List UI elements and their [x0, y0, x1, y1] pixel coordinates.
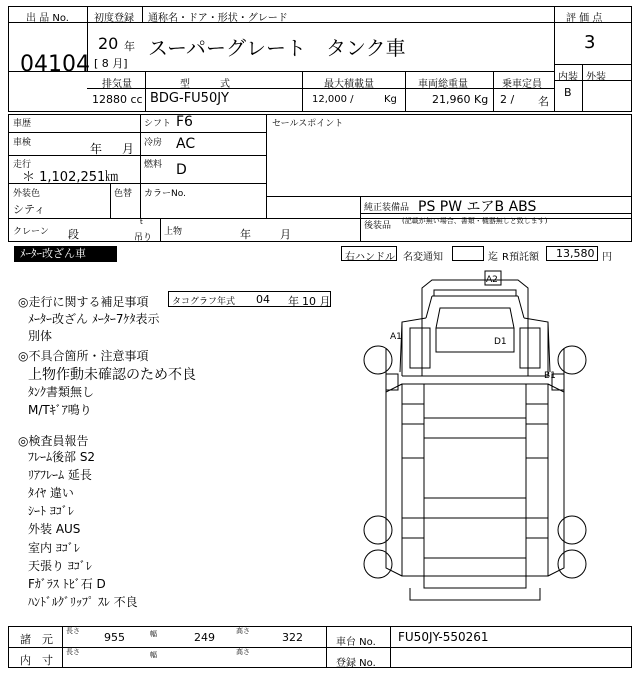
title-label: 通称名・ドア・形状・グレード	[148, 13, 288, 24]
recycle-amount: 13,580	[556, 247, 595, 260]
aftermarket-note: (記載が無い場合、書類・機器無しと致します)	[402, 217, 548, 225]
s3-line-3: ﾀｲﾔ 違い	[28, 486, 74, 500]
equip: PS PW エアB ABS	[418, 199, 537, 215]
tacho-month: 10 月	[302, 295, 331, 308]
exterior-label: 外装	[586, 72, 606, 83]
mileage-label: 走行	[13, 160, 32, 170]
upper-year: 年	[240, 228, 251, 241]
lot-no: 04104	[20, 52, 90, 77]
history-label: 車歴	[13, 119, 32, 129]
ext-color-label: 外装色	[13, 189, 41, 199]
capacity: 2 /	[500, 93, 515, 106]
tacho-year: 04	[256, 293, 270, 306]
ac-label: 冷房	[144, 138, 163, 148]
s2-line-3: M/Tｷﾞｱ鳴り	[28, 403, 92, 417]
marker-a2: A2	[486, 275, 498, 285]
interior-label: 内装	[558, 72, 578, 83]
name-change-box	[452, 246, 484, 261]
max-load: 12,000 /	[312, 94, 354, 105]
sales-label: セールスポイント	[272, 119, 344, 129]
first-reg-month: [ 8 月]	[94, 57, 128, 70]
aftermarket-label: 後装品	[364, 221, 392, 231]
displacement: 12880 cc	[92, 93, 143, 106]
upper-label: 上物	[164, 227, 183, 237]
truck-damage-diagram	[340, 268, 610, 613]
model-label: 型 式	[180, 79, 230, 90]
shift: F6	[176, 114, 193, 130]
tacho-label: タコグラフ年式	[172, 297, 236, 307]
gross-weight-label: 車両総重量	[418, 79, 468, 90]
right-hand-label: 右ハンドル	[345, 252, 395, 263]
length-label: 長さ	[66, 627, 80, 635]
yen-label: 円	[602, 252, 612, 263]
s1-line-2: 別体	[28, 329, 53, 343]
inner-dims-label: 内 寸	[20, 654, 53, 667]
width-label: 幅	[150, 630, 157, 638]
section1-title: ◎走行に関する補足事項	[18, 295, 149, 309]
s2-line-1: 上物作動未確認のため不良	[28, 367, 196, 383]
fuel: D	[176, 162, 187, 178]
marker-a1: A1	[390, 332, 402, 342]
name-change-label: 名変通知	[403, 252, 443, 263]
first-reg-label: 初度登録	[94, 13, 134, 24]
color-code-label: カラーNo.	[144, 189, 186, 199]
s3-line-7: 天張り ﾖｺﾞﾚ	[28, 559, 92, 573]
inner-height-label: 高さ	[236, 648, 250, 656]
first-reg-year: 20	[98, 34, 119, 53]
crane-ton-top: t	[140, 218, 143, 226]
inspection-month: 月	[122, 142, 135, 156]
displacement-label: 排気量	[102, 79, 132, 90]
lot-no-label: 出 品 No.	[26, 13, 69, 24]
s1-line-1: ﾒｰﾀｰ改ざん ﾒｰﾀｰ7ｹﾀ表示	[28, 312, 160, 326]
shift-label: シフト	[144, 119, 172, 129]
capacity-label: 乗車定員	[502, 79, 542, 90]
height-label: 高さ	[236, 627, 250, 635]
tacho-year-unit: 年	[288, 295, 299, 308]
ext-color: シティ	[13, 203, 46, 216]
model: BDG-FU50JY	[150, 91, 230, 106]
s3-line-6: 室内 ﾖｺﾞﾚ	[28, 541, 80, 555]
dims-label: 諸 元	[20, 633, 53, 646]
chassis-label: 車台 No.	[336, 637, 376, 648]
s3-line-4: ｼｰﾄ ﾖｺﾞﾚ	[28, 504, 74, 518]
deadline-label: 迄	[488, 252, 498, 263]
grade-value: 3	[584, 32, 596, 53]
inspection-year: 年	[90, 142, 103, 156]
chassis-no: FU50JY-550261	[398, 630, 489, 644]
height: 322	[282, 631, 303, 644]
interior-grade: B	[564, 86, 572, 99]
color-no-label: 色替	[114, 189, 133, 199]
s3-line-9: ﾊﾝﾄﾞﾙｸﾞﾘｯﾌﾟ ｽﾚ 不良	[28, 595, 138, 609]
mileage: ＊ 1,102,251㎞	[22, 170, 119, 185]
s2-line-2: ﾀﾝｸ書類無し	[28, 385, 95, 399]
inspection-label: 車検	[13, 138, 32, 148]
max-load-unit: Kg	[384, 94, 397, 105]
reg-label: 登録 No.	[336, 658, 376, 669]
width: 249	[194, 631, 215, 644]
length: 955	[104, 631, 125, 644]
meter-banner: ﾒｰﾀｰ改ざん車	[14, 246, 117, 262]
section2-title: ◎不具合箇所・注意事項	[18, 349, 149, 363]
crane-stage: 段	[68, 228, 79, 241]
max-load-label: 最大積載量	[324, 79, 374, 90]
gross-weight: 21,960 Kg	[432, 93, 489, 106]
recycle-label: R預託額	[502, 252, 539, 263]
crane-ton: 吊り	[134, 233, 153, 243]
first-reg-year-unit: 年	[124, 40, 135, 53]
s3-line-2: ﾘｱﾌﾚｰﾑ 延長	[28, 468, 92, 482]
s3-line-1: ﾌﾚｰﾑ後部 S2	[28, 450, 96, 464]
equip-label: 純正装備品	[364, 203, 410, 213]
grade-label: 評 価 点	[566, 13, 603, 24]
s3-line-5: 外装 AUS	[28, 522, 81, 536]
ac: AC	[176, 136, 196, 152]
marker-b1: B1	[544, 371, 556, 381]
s3-line-8: Fｶﾞﾗｽ ﾄﾋﾞ石 D	[28, 577, 106, 591]
section3-title: ◎検査員報告	[18, 434, 89, 448]
car-name: スーパーグレート タンク車	[148, 36, 406, 60]
capacity-unit: 名	[538, 95, 549, 108]
crane-label: クレーン	[13, 227, 49, 237]
fuel-label: 燃料	[144, 160, 163, 170]
marker-d1: D1	[494, 337, 507, 347]
upper-month: 月	[280, 228, 291, 241]
inner-length-label: 長さ	[66, 648, 80, 656]
inner-width-label: 幅	[150, 651, 157, 659]
